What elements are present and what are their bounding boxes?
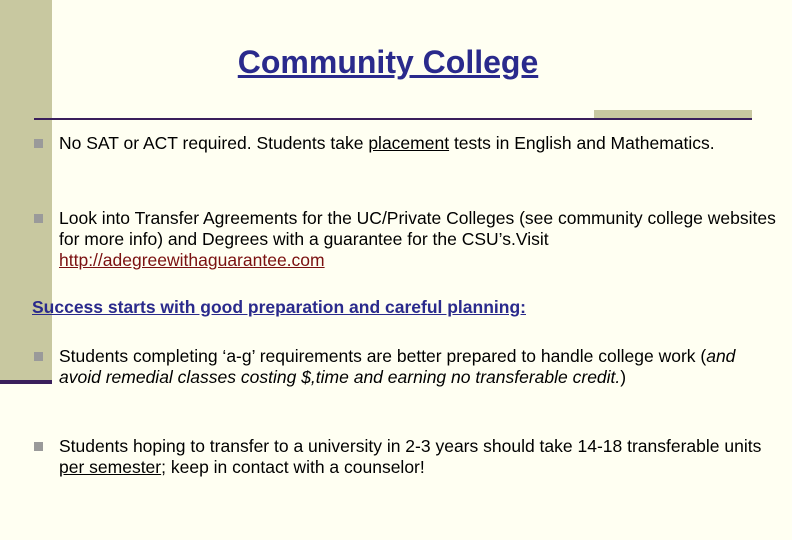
bullet-text-post: tests in English and Mathematics. [449, 133, 715, 153]
bullet-text-pre: No SAT or ACT required. Students take [59, 133, 369, 153]
left-bar-divider [0, 380, 52, 384]
bullet-text-underlined: placement [368, 133, 450, 153]
bullet-text [59, 436, 779, 478]
square-bullet-icon [34, 352, 43, 361]
square-bullet-icon [34, 139, 43, 148]
bullet-text-post: ; keep in contact with a counselor! [161, 457, 425, 477]
bullet-text [59, 346, 779, 388]
square-bullet-icon [34, 214, 43, 223]
bullet-text-post: ) [620, 367, 627, 387]
bullet-text-italic: and avoid remedial classes costing $,time and earning no transferable credit. [59, 346, 736, 387]
bullet-text-pre: Look into Transfer Agreements for the UC/Private Colleges (see community college websites for more info) and Degrees with a guarantee for the CSU’s.Visit [59, 208, 776, 249]
bullet-text [59, 208, 779, 271]
title-divider [34, 118, 752, 120]
bullet-text-pre: Students hoping to transfer to a university in 2-3 years should take 14-18 transferable units [59, 436, 762, 456]
bullet-text-underlined: per semester [59, 457, 162, 477]
title-accent-bar [594, 110, 752, 118]
section-subheading: Success starts with good preparation and careful planning: [32, 297, 526, 317]
slide-title: Community College [237, 44, 539, 80]
square-bullet-icon [34, 442, 43, 451]
bullet-text-pre: Students completing ‘a-g’ requirements are better prepared to handle college work ( [59, 346, 707, 366]
bullet-text [59, 133, 779, 154]
adegree-link[interactable]: http://adegreewithaguarantee.com [59, 250, 325, 270]
